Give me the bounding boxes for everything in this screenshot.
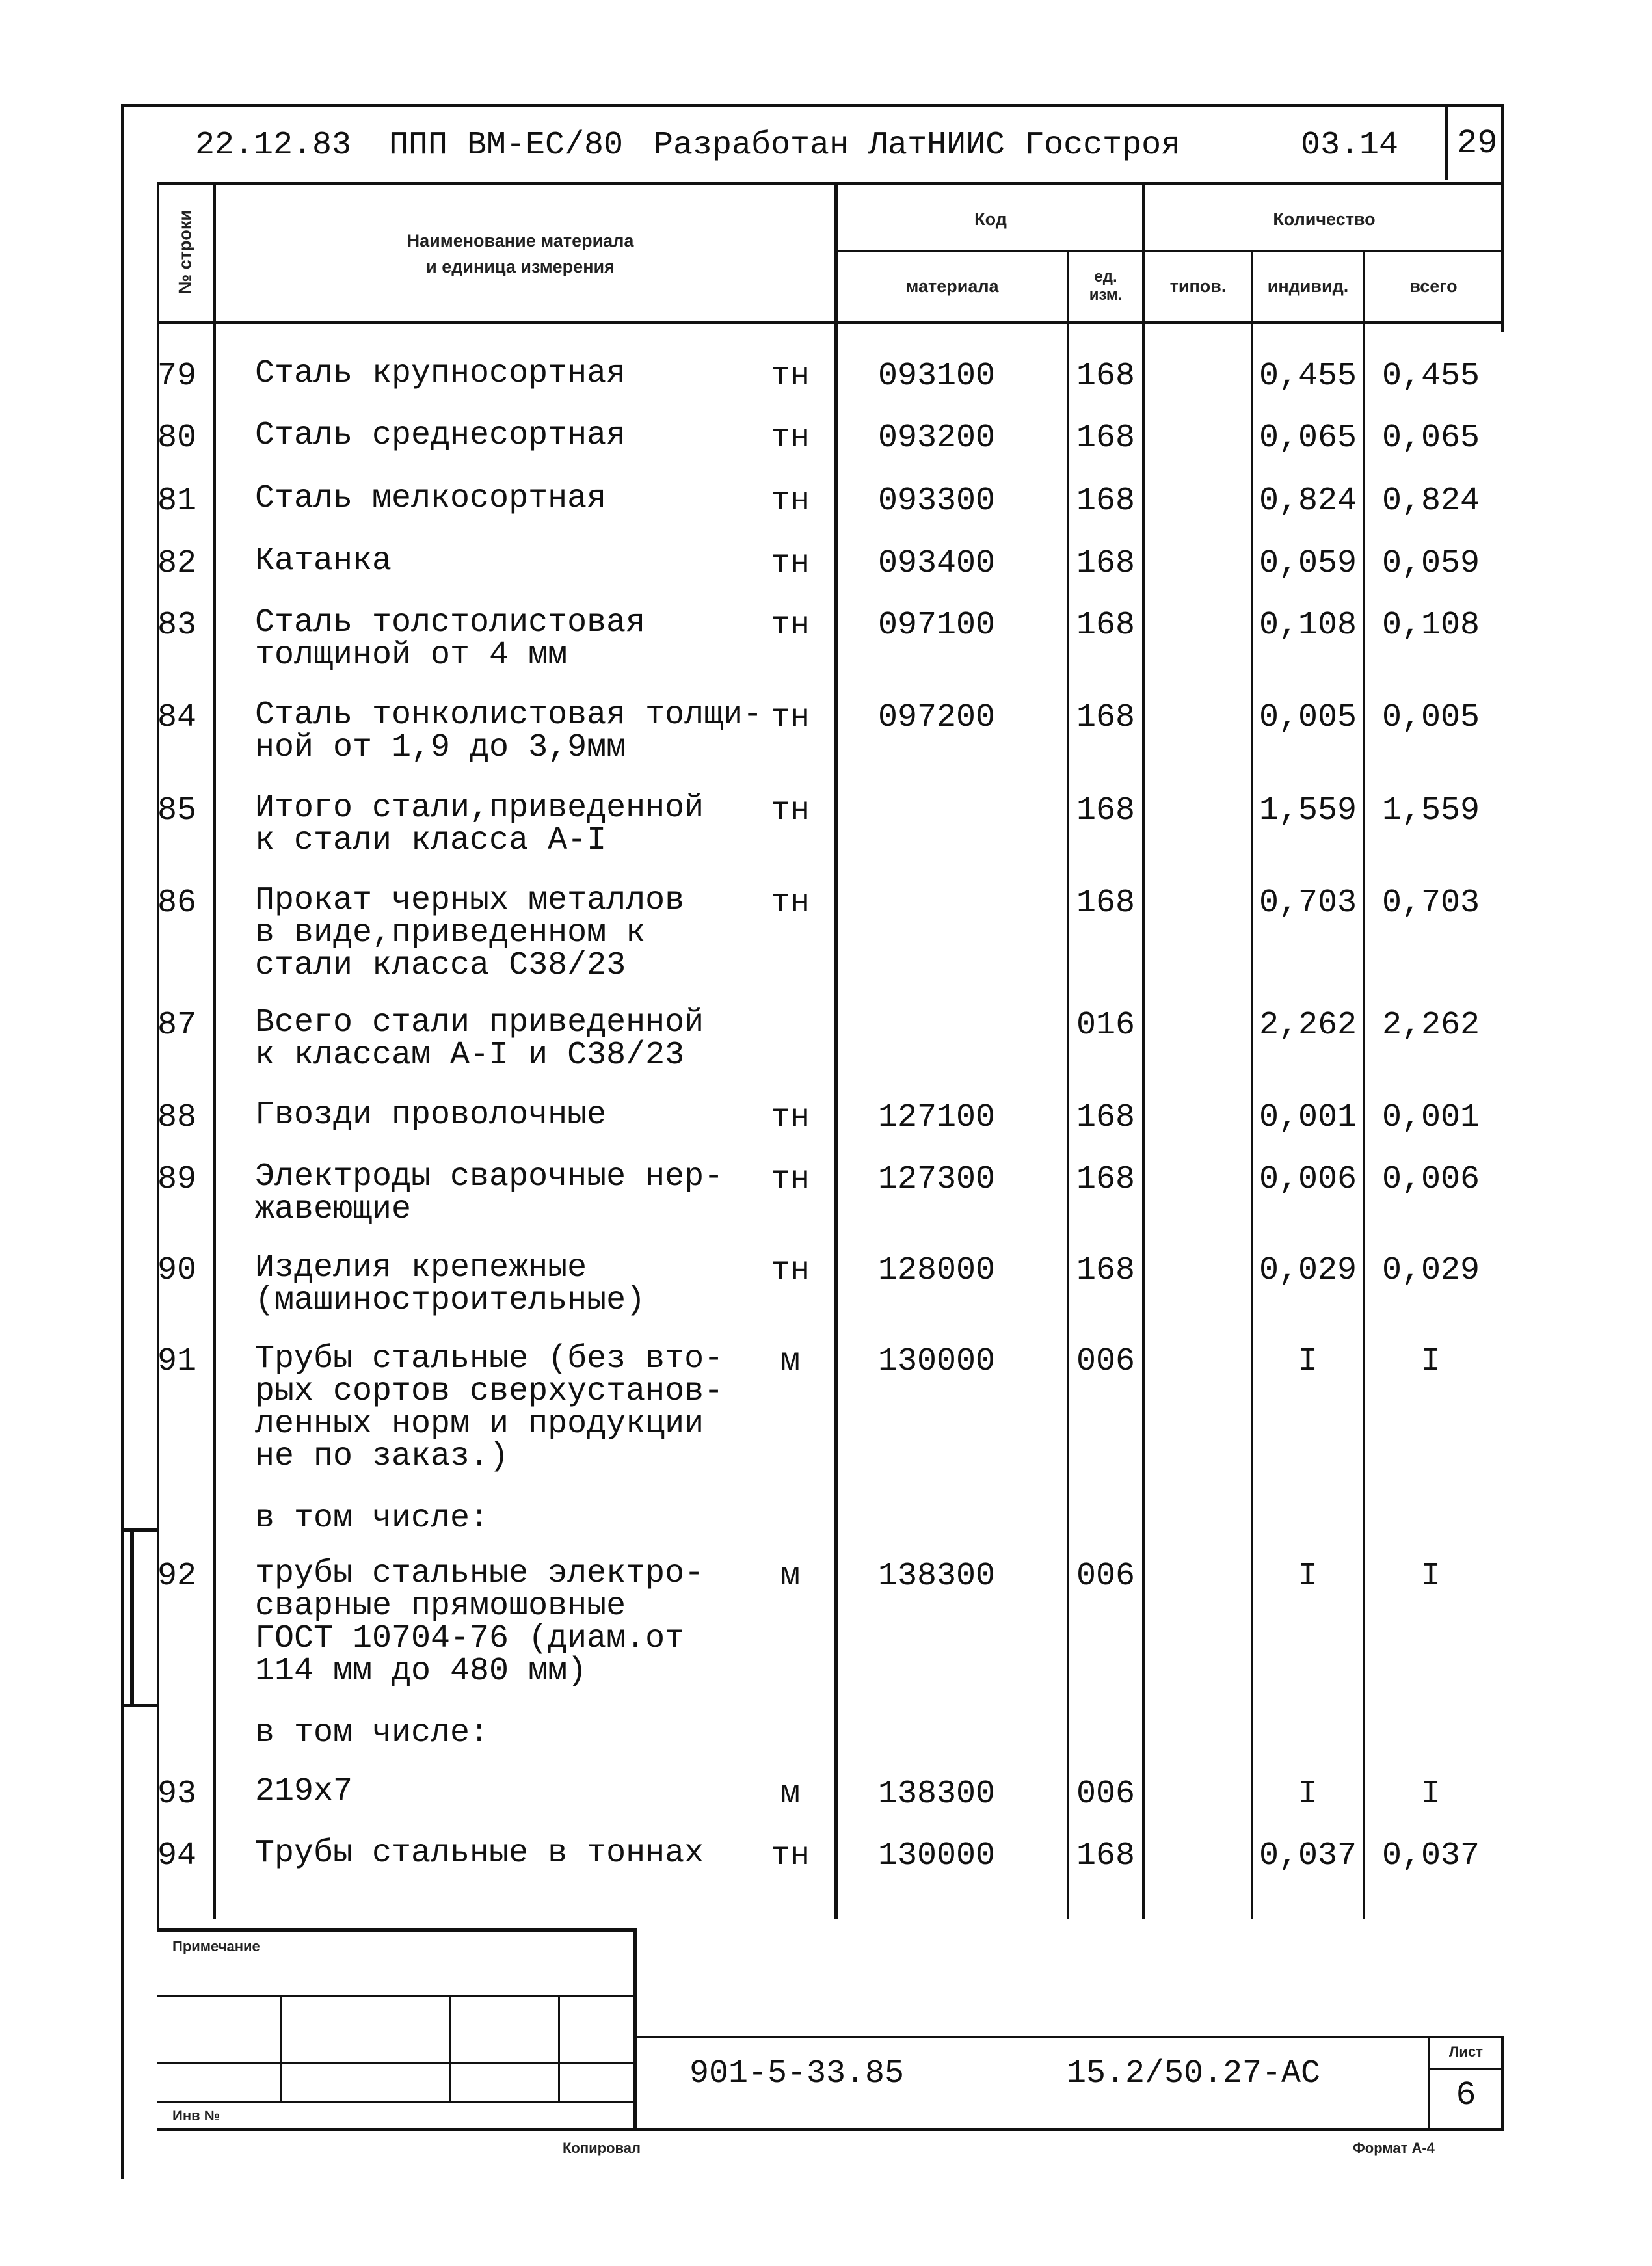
row-unit: м	[780, 1558, 800, 1595]
row-uom-code: 006	[1076, 1343, 1135, 1380]
row-qty-total: 0,005	[1381, 699, 1480, 736]
row-number: 79	[157, 358, 197, 395]
row-qty-total: 1,559	[1381, 792, 1480, 829]
stamp-row3	[157, 2101, 637, 2103]
row-uom-code: 168	[1076, 1252, 1135, 1289]
row-unit: тн	[770, 699, 810, 736]
frame-top	[121, 104, 1503, 107]
row-qty-individual: 0,824	[1259, 483, 1357, 520]
row-material-name: Изделия крепежные (машиностроительные)	[255, 1249, 646, 1319]
col-line-ind	[1363, 250, 1365, 1919]
row-material-name: 219х7	[255, 1773, 353, 1810]
row-material-name: Электроды сварочные нер- жавеющие	[255, 1158, 724, 1228]
row-number: 88	[157, 1099, 197, 1136]
row-qty-individual: 0,065	[1259, 420, 1357, 457]
row-qty-individual: 0,059	[1259, 545, 1357, 582]
row-material-name: Прокат черных металлов в виде,приведенном к стали класса С38/23	[255, 882, 685, 984]
row-material-code: 093100	[877, 358, 996, 395]
sheet-corner-number: 29	[1457, 124, 1498, 163]
sheet-corner-box	[1445, 107, 1504, 180]
sheet-number: 6	[1456, 2076, 1476, 2114]
row-qty-total: 0,703	[1381, 885, 1480, 922]
row-unit: тн	[770, 1161, 810, 1198]
row-qty-total: 0,065	[1381, 420, 1480, 457]
frame-left-outer	[121, 104, 124, 2179]
header-code-unit: ед. изм.	[1089, 268, 1123, 304]
doc-code: 15.2/50.27-АС	[1067, 2055, 1321, 2092]
row-uom-code: 006	[1076, 1558, 1135, 1595]
doc-number: 901-5-33.85	[689, 2055, 905, 2092]
row-qty-individual: 0,108	[1259, 607, 1357, 644]
row-material-code: 093200	[877, 420, 996, 457]
row-unit: м	[780, 1776, 800, 1813]
row-material-name: Сталь толстолистовая толщиной от 4 мм	[255, 604, 646, 674]
row-uom-code: 168	[1076, 1837, 1135, 1874]
row-material-code: 127100	[877, 1099, 996, 1136]
stamp-right	[633, 1928, 637, 2130]
frame-header-bottom	[157, 182, 1503, 185]
row-qty-total: 0,059	[1381, 545, 1480, 582]
col-line-uom	[1142, 182, 1145, 1919]
row-material-name: Гвозди проволочные	[255, 1097, 607, 1134]
col-line-name	[834, 182, 838, 1919]
row-material-name: в том числе:	[255, 1714, 490, 1752]
col-line-typ	[1251, 250, 1253, 1919]
row-qty-individual: I	[1298, 1776, 1318, 1813]
row-material-code: 128000	[877, 1252, 996, 1289]
sheet-box-mid	[1428, 2068, 1502, 2070]
row-uom-code: 168	[1076, 420, 1135, 457]
binding-bar	[130, 1532, 134, 1704]
row-qty-individual: 1,559	[1259, 792, 1357, 829]
header-code-group: Код	[974, 209, 1007, 229]
row-qty-individual: 0,455	[1259, 358, 1357, 395]
header-name-line2: и единица измерения	[426, 257, 615, 276]
stamp-col3	[558, 1995, 560, 2101]
stamp-row2	[157, 2062, 637, 2064]
row-number: 90	[157, 1252, 197, 1289]
row-number: 94	[157, 1837, 197, 1874]
row-material-code: 093400	[877, 545, 996, 582]
row-qty-total: 2,262	[1381, 1007, 1480, 1044]
row-material-code: 130000	[877, 1343, 996, 1380]
row-uom-code: 168	[1076, 1099, 1135, 1136]
table-header-bottom	[157, 321, 1503, 324]
inv-label: Инв №	[172, 2107, 220, 2124]
row-number: 82	[157, 545, 197, 582]
row-qty-individual: 0,005	[1259, 699, 1357, 736]
row-number: 85	[157, 792, 197, 829]
row-qty-total: 0,108	[1381, 607, 1480, 644]
row-material-code: 138300	[877, 1558, 996, 1595]
header-qty-total: всего	[1409, 276, 1458, 296]
row-material-name: Сталь мелкосортная	[255, 480, 607, 517]
row-qty-total: 0,824	[1381, 483, 1480, 520]
row-material-code: 138300	[877, 1776, 996, 1813]
row-material-name: Всего стали приведенной к классам А-I и С38/23	[255, 1004, 704, 1074]
row-unit: тн	[770, 1099, 810, 1136]
row-unit: тн	[770, 483, 810, 520]
row-unit: тн	[770, 607, 810, 644]
row-qty-individual: 0,006	[1259, 1161, 1357, 1198]
row-number: 87	[157, 1007, 197, 1044]
row-unit: тн	[770, 792, 810, 829]
row-qty-individual: I	[1298, 1343, 1318, 1380]
row-material-name: Итого стали,приведенной к стали класса А-I	[255, 790, 704, 859]
row-material-code: 127300	[877, 1161, 996, 1198]
row-uom-code: 168	[1076, 1161, 1135, 1198]
stamp-col1	[280, 1995, 282, 2101]
row-uom-code: 168	[1076, 545, 1135, 582]
row-qty-total: I	[1420, 1343, 1441, 1380]
row-uom-code: 168	[1076, 792, 1135, 829]
row-material-code: 097100	[877, 607, 996, 644]
row-qty-total: I	[1420, 1776, 1441, 1813]
stamp-bottom	[157, 2128, 1503, 2131]
row-qty-total: 0,006	[1381, 1161, 1480, 1198]
header-qty-group: Количество	[1273, 209, 1376, 229]
row-qty-individual: 0,001	[1259, 1099, 1357, 1136]
row-uom-code: 168	[1076, 699, 1135, 736]
row-number: 84	[157, 699, 197, 736]
row-unit: тн	[770, 885, 810, 922]
stamp-col2	[449, 1995, 451, 2101]
col-line-code	[1067, 250, 1069, 1919]
row-material-name: в том числе:	[255, 1500, 490, 1537]
row-material-name: Трубы стальные (без вто- рых сортов сверхустанов- ленных норм и продукции не по заказ.)	[255, 1340, 724, 1475]
row-qty-total: I	[1420, 1558, 1441, 1595]
header-code-material: материала	[905, 276, 999, 296]
row-qty-individual: 0,037	[1259, 1837, 1357, 1874]
row-unit: тн	[770, 1252, 810, 1289]
table-subheader-divider	[834, 250, 1503, 252]
row-material-name: Трубы стальные в тоннах	[255, 1835, 704, 1872]
row-uom-code: 168	[1076, 607, 1135, 644]
row-uom-code: 168	[1076, 885, 1135, 922]
row-qty-total: 0,455	[1381, 358, 1480, 395]
row-number: 83	[157, 607, 197, 644]
row-number: 91	[157, 1343, 197, 1380]
stamp-row1	[157, 1995, 637, 1997]
stamp-top	[157, 1928, 637, 1932]
copied-label: Копировал	[563, 2140, 641, 2156]
header-date: 22.12.83	[195, 127, 352, 164]
header-row-no: № строки	[175, 210, 195, 294]
row-qty-total: 0,001	[1381, 1099, 1480, 1136]
header-qty-typical: типов.	[1169, 276, 1227, 296]
row-unit: м	[780, 1343, 800, 1380]
row-uom-code: 006	[1076, 1776, 1135, 1813]
header-name-line1: Наименование материала	[406, 231, 634, 250]
row-qty-individual: I	[1298, 1558, 1318, 1595]
header-code: 03.14	[1301, 127, 1399, 164]
row-qty-total: 0,029	[1381, 1252, 1480, 1289]
row-material-code: 130000	[877, 1837, 996, 1874]
row-qty-individual: 0,029	[1259, 1252, 1357, 1289]
header-qty-individual: индивид.	[1267, 276, 1349, 296]
format-label: Формат А-4	[1353, 2140, 1435, 2156]
header-program: ППП ВМ-ЕС/80	[389, 127, 624, 164]
row-unit: тн	[770, 358, 810, 395]
row-uom-code: 168	[1076, 358, 1135, 395]
row-material-name: Сталь среднесортная	[255, 417, 626, 454]
row-unit: тн	[770, 420, 810, 457]
row-qty-total: 0,037	[1381, 1837, 1480, 1874]
sheet-label: Лист	[1449, 2044, 1483, 2060]
binding-mark-2	[121, 1704, 157, 1707]
row-number: 81	[157, 483, 197, 520]
title-block-top	[633, 2036, 1503, 2038]
row-uom-code: 168	[1076, 483, 1135, 520]
row-qty-individual: 0,703	[1259, 885, 1357, 922]
row-uom-code: 016	[1076, 1007, 1135, 1044]
row-unit: тн	[770, 1837, 810, 1874]
binding-mark	[121, 1528, 157, 1532]
row-material-name: Сталь крупносортная	[255, 355, 626, 392]
row-number: 92	[157, 1558, 197, 1595]
row-qty-individual: 2,262	[1259, 1007, 1357, 1044]
header-developer: Разработан ЛатНИИС Госстроя	[654, 127, 1181, 164]
row-number: 86	[157, 885, 197, 922]
row-number: 89	[157, 1161, 197, 1198]
stamp-label: Примечание	[172, 1938, 260, 1954]
row-material-name: Сталь тонколистовая толщи- ной от 1,9 до 3,9мм	[255, 697, 763, 766]
row-material-name: трубы стальные электро- сварные прямошовные ГОСТ 10704-76 (диам.от 114 мм до 480 мм)	[255, 1555, 704, 1690]
row-material-code: 093300	[877, 483, 996, 520]
row-number: 80	[157, 420, 197, 457]
col-line-num	[213, 182, 216, 1919]
row-material-name: Катанка	[255, 542, 392, 580]
row-number: 93	[157, 1776, 197, 1813]
row-unit: тн	[770, 545, 810, 582]
row-material-code: 097200	[877, 699, 996, 736]
